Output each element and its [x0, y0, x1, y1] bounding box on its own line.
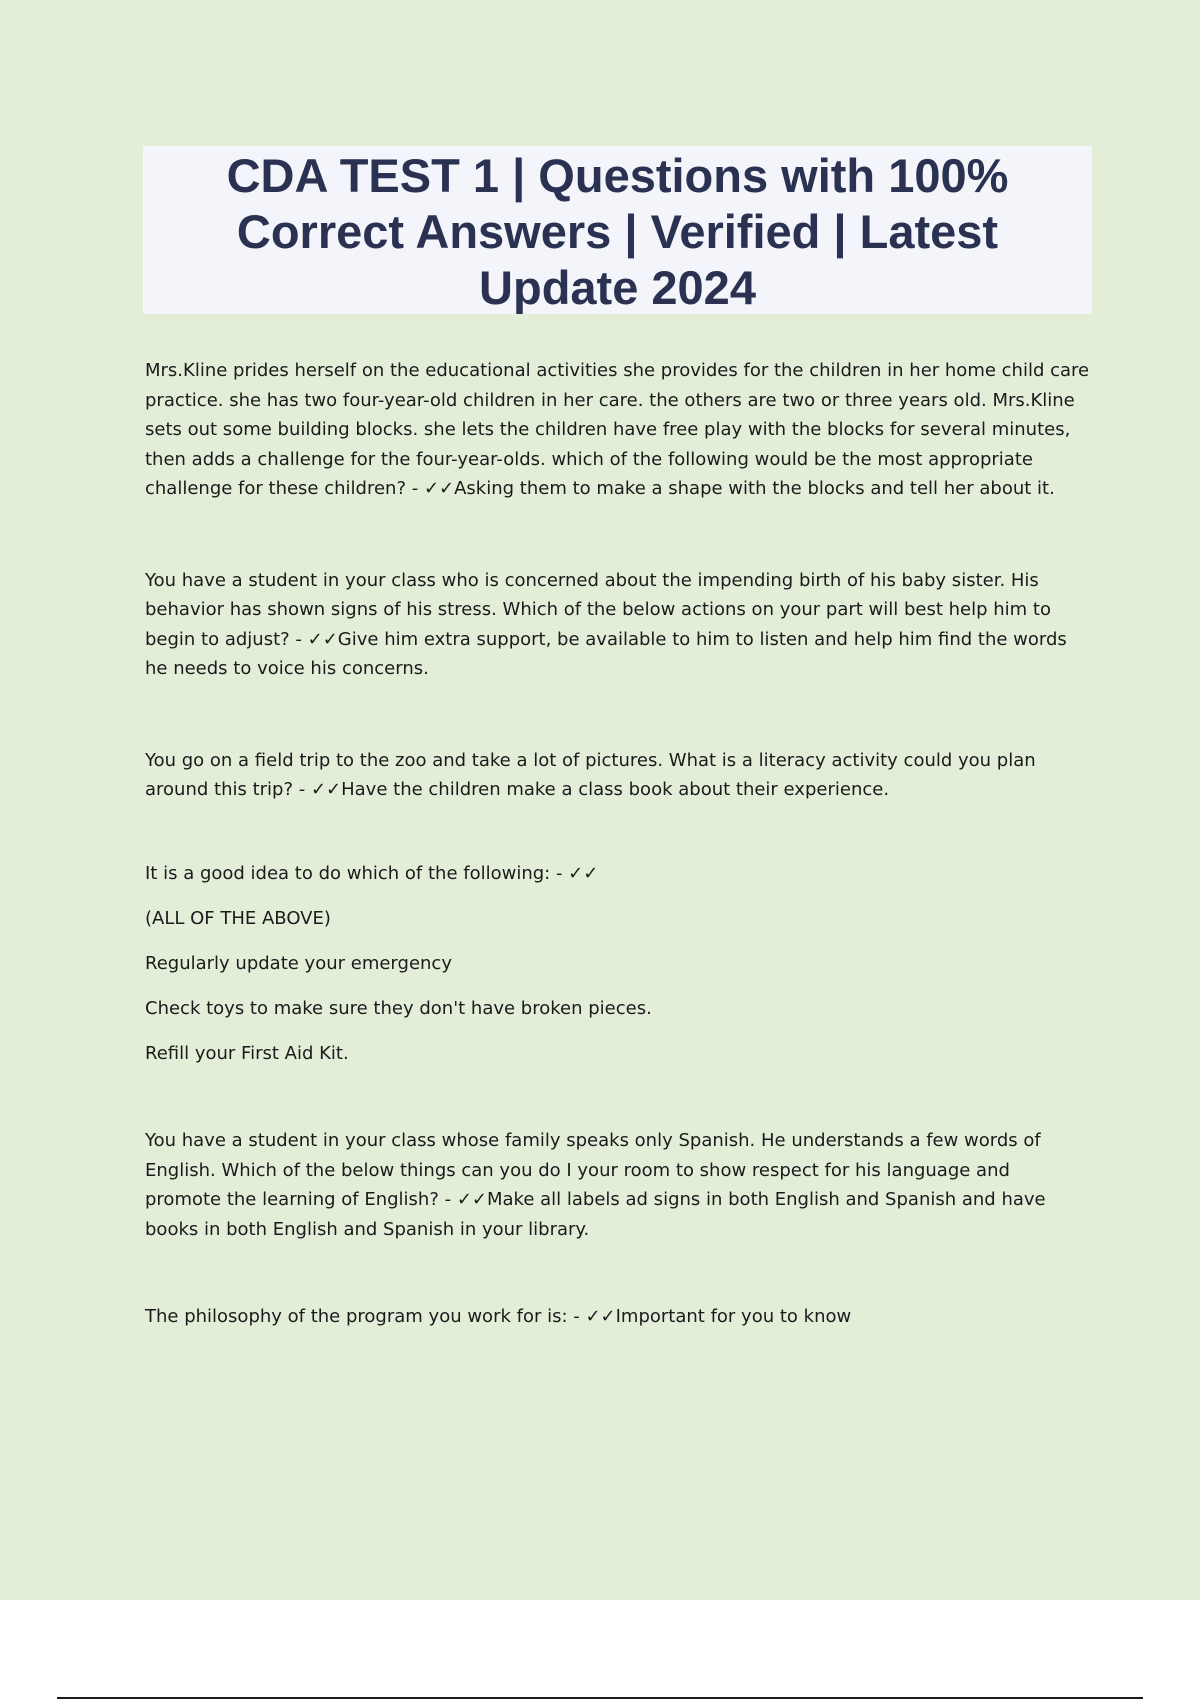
- question-answer-text: You go on a field trip to the zoo and take a lot of pictures. What is a literacy activity could you plan around this trip? - ✓✓Have the children make a class book about their experience.: [145, 749, 1036, 800]
- question-answer-6: [145, 1302, 1090, 1332]
- question-answer-text: You have a student in your class who is concerned about the impending birth of his baby sister. His behavior has shown signs of his stress. Which of the below actions on your part will best help him to begin to adjust? - ✓✓Give him extra support, be available to him to listen and help him find the words he needs to voice his concerns.: [145, 569, 1067, 679]
- answer-line: Check toys to make sure they don't have broken pieces.: [145, 997, 652, 1019]
- title-banner: [143, 146, 1092, 314]
- question-answer-text: The philosophy of the program you work for is: - ✓✓Important for you to know: [145, 1306, 852, 1327]
- question-answer-text: You have a student in your class whose family speaks only Spanish. He understands a few words of English. Which of the below things can you do I your room to show respect for his language and promote the learning of English? - ✓✓Make all labels ad signs in both English and Spanish and have books in both English and Spanish in your library.: [145, 1130, 1046, 1240]
- document-title: CDA TEST 1 | Questions with 100% Correct Answers | Verified | Latest Update 2024: [226, 149, 1009, 314]
- answer-line: Regularly update your emergency: [145, 952, 452, 974]
- question-answer-4: [145, 859, 1090, 1069]
- question-answer-2: [145, 566, 1090, 684]
- question-answer-5: [145, 1126, 1090, 1244]
- answer-line: Refill your First Aid Kit.: [145, 1042, 349, 1064]
- footer-divider: [57, 1697, 1143, 1699]
- question-answer-1: [145, 356, 1090, 504]
- question-list: [145, 356, 1090, 1332]
- question-answer-text: Mrs.Kline prides herself on the educational activities she provides for the children in her home child care practice. she has two four-year-old children in her care. the others are two or three years old. Mrs.Kline sets out some building blocks. she lets the children have free play with the blocks for several minutes, then adds a challenge for the four-year-olds. which of the following would be the most appropriate challenge for these children? - ✓✓Asking them to make a shape with the blocks and tell her about it.: [145, 360, 1090, 499]
- answer-line: (ALL OF THE ABOVE): [145, 907, 331, 929]
- question-text: It is a good idea to do which of the following: - ✓✓: [145, 862, 599, 884]
- question-answer-3: [145, 746, 1090, 805]
